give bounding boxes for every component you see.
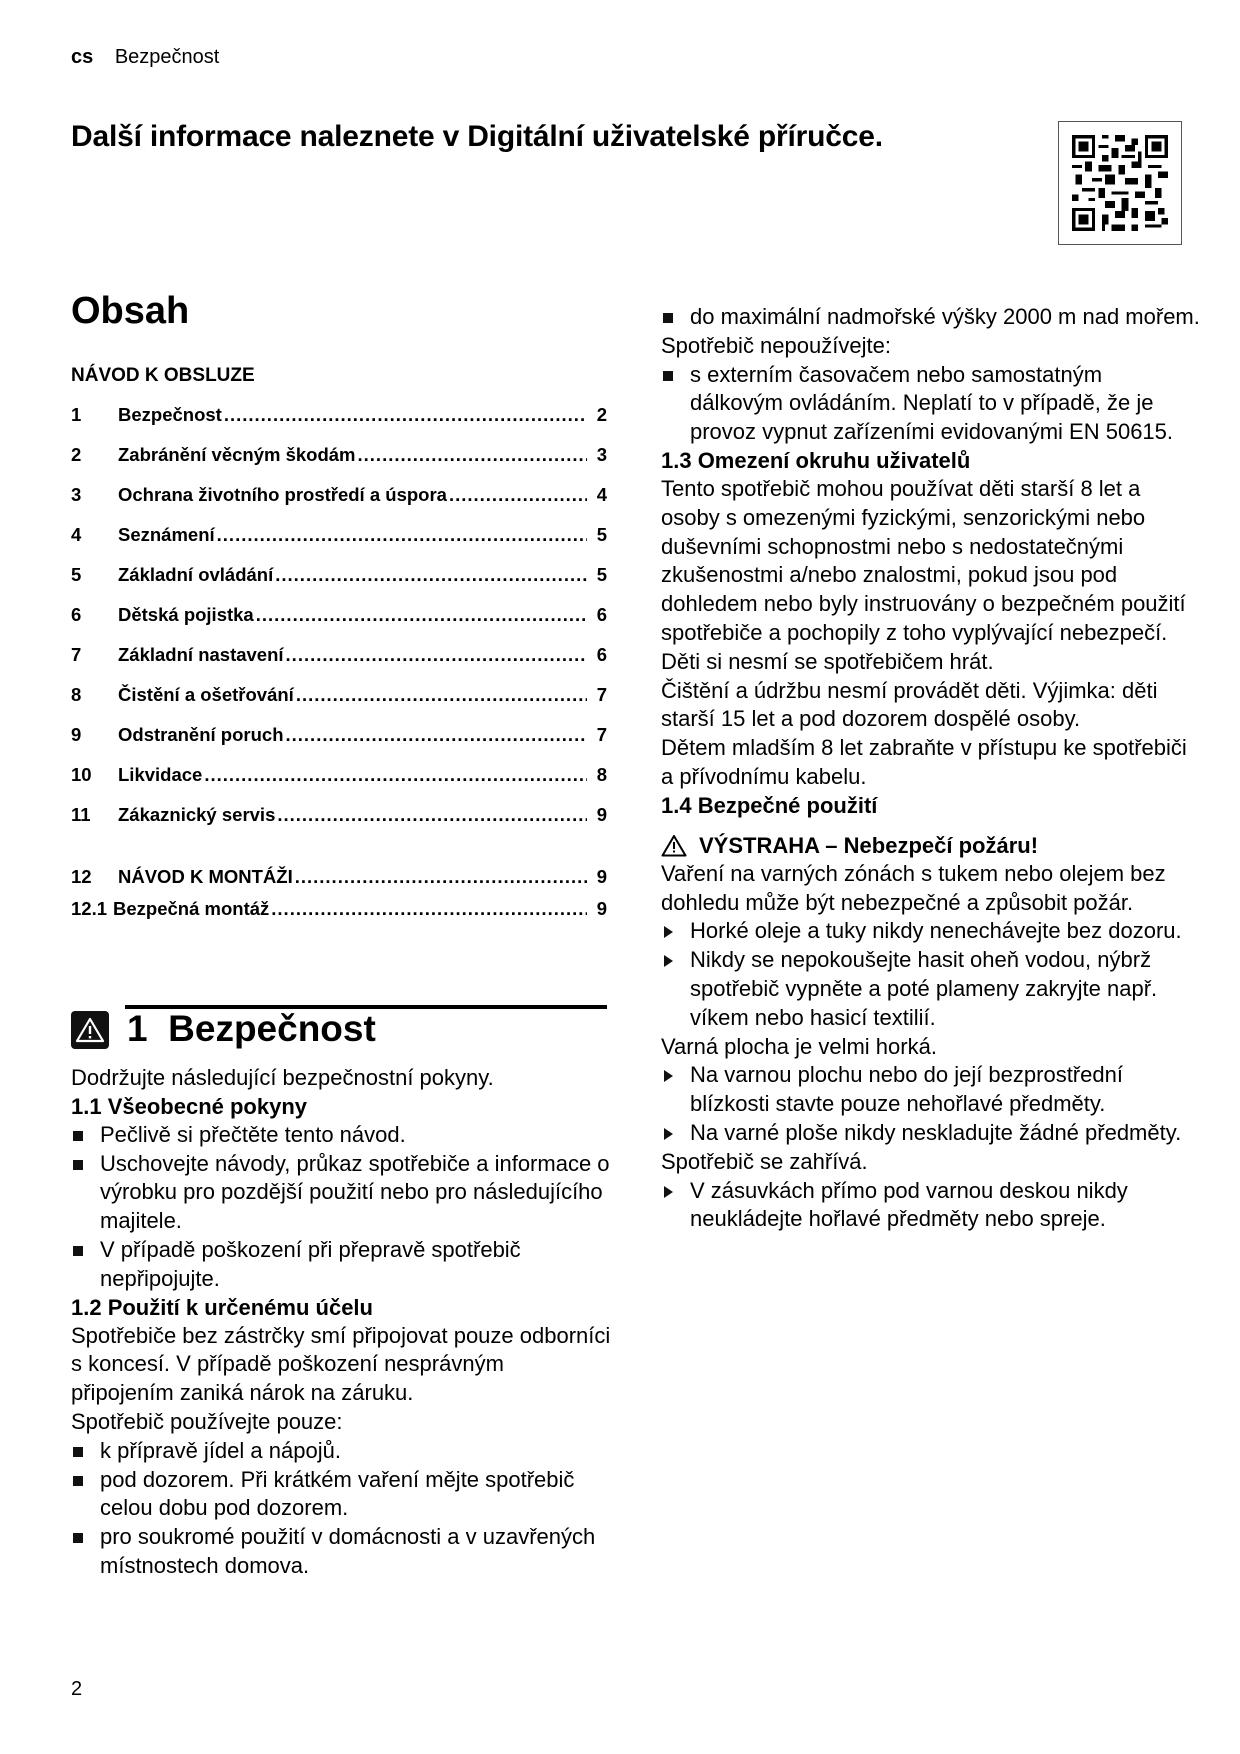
list-item: Na varné ploše nikdy neskladujte žádné předměty. (661, 1119, 1201, 1148)
toc-item-page: 2 (596, 404, 607, 425)
toc-item-label: Ochrana životního prostředí a úspora (118, 484, 447, 505)
list-item: Nikdy se nepokoušejte hasit oheň vodou, nýbrž spotřebič vypněte a poté plameny zakryjte např. víkem nebo hasicí textilií. (661, 946, 1201, 1032)
toc-item-label: Seznámení (118, 524, 215, 545)
list-item: Na varnou plochu nebo do její bezprostřední blízkosti stavte pouze nehořlavé předměty. (661, 1061, 1201, 1119)
subsection-title-1-1: 1.1 Všeobecné pokyny (71, 1093, 307, 1119)
toc-item[interactable]: 11 Zákaznický servis ..... 9 (71, 804, 607, 844)
toc-item[interactable]: 8 Čistění a ošetřování ..... 7 (71, 684, 607, 724)
hot-surface-steps-list (661, 1061, 1201, 1147)
header-section: Bezpečnost (114, 46, 220, 68)
warning-text: Vaření na varných zónách s tukem nebo olejem bez dohledu může být nebezpečné a způsobit požár. (661, 860, 1166, 915)
warning-triangle-icon (661, 834, 687, 857)
paragraph: Tento spotřebič mohou používat děti starší 8 let a osoby s omezenými fyzickými, senzorickými nebo duševními schopnostmi nebo s nedostatečnými zkušenostmi a/nebo znalostmi, pokud jsou pod dohledem nebo byly instruovány o bezpečném použití spotřebiče a pochopily z toho vyplývající nebezpečí. (661, 475, 1186, 645)
toc-item-label: Odstranění poruch (118, 724, 284, 745)
paragraph: Spotřebič používejte pouze: (71, 1408, 343, 1434)
toc-item-page: 4 (596, 484, 607, 505)
toc-item[interactable]: 3 Ochrana životního prostředí a úspora ..... 4 (71, 484, 607, 524)
toc-item-label: Bezpečnost (118, 404, 222, 425)
list-item: Pečlivě si přečtěte tento návod. (71, 1121, 611, 1150)
do-not-use-list (661, 361, 1201, 447)
toc-item[interactable]: 9 Odstranění poruch ..... 7 (71, 724, 607, 764)
fire-steps-list (661, 917, 1201, 1032)
use-only-list (71, 1437, 611, 1581)
toc-item-label: Likvidace (118, 764, 203, 785)
list-item: pro soukromé použití v domácnosti a v uzavřených místnostech domova. (71, 1523, 611, 1581)
paragraph: Čištění a údržbu nesmí provádět děti. Výjimka: děti starší 15 let a pod dozorem dospělé osoby. (661, 677, 1158, 732)
toc-item-page: 5 (596, 524, 607, 545)
warning-icon (71, 1011, 109, 1049)
paragraph: Spotřebič se zahřívá. (661, 1148, 868, 1174)
running-header (71, 46, 219, 69)
list-item: Horké oleje a tuky nikdy nenechávejte bez dozoru. (661, 917, 1201, 946)
paragraph: Děti si nesmí se spotřebičem hrát. (661, 648, 994, 674)
table-of-contents (71, 404, 607, 930)
list-item: do maximální nadmořské výšky 2000 m nad mořem. (661, 303, 1201, 332)
general-instructions-list (71, 1121, 611, 1294)
toc-item-page: 9 (596, 898, 607, 919)
right-column (661, 303, 1201, 1234)
paragraph: Varná plocha je velmi horká. (661, 1033, 937, 1059)
toc-item[interactable]: 7 Základní nastavení ..... 6 (71, 644, 607, 684)
qr-code[interactable] (1058, 121, 1182, 245)
digital-manual-note: Další informace naleznete v Digitální uživatelské příručce. (71, 120, 883, 153)
toc-item[interactable]: 10 Likvidace ..... 8 (71, 764, 607, 804)
toc-item[interactable]: 4 Seznámení ..... 5 (71, 524, 607, 564)
subsection-title-1-3: 1.3 Omezení okruhu uživatelů (661, 447, 971, 473)
paragraph: Dětem mladším 8 let zabraňte v přístupu ke spotřebiči a přívodnímu kabelu. (661, 735, 1187, 789)
heating-steps-list (661, 1177, 1201, 1235)
toc-item-page: 5 (596, 564, 607, 585)
list-item: pod dozorem. Při krátkém vaření mějte spotřebič celou dobu pod dozorem. (71, 1466, 611, 1524)
toc-item[interactable]: 5 Základní ovládání ..... 5 (71, 564, 607, 604)
toc-item-label: Základní nastavení (118, 644, 284, 665)
list-item: s externím časovačem nebo samostatným dálkovým ovládáním. Neplatí to v případě, že je provoz vypnut zařízeními evidovanými EN 50615. (661, 361, 1201, 447)
paragraph: Spotřebiče bez zástrčky smí připojovat pouze odborníci s koncesí. V případě poškození nesprávným připojením zaniká nárok na záruku. (71, 1322, 611, 1406)
warning-heading: VÝSTRAHA – Nebezpečí požáru! (661, 832, 1201, 860)
toc-item-label: Čistění a ošetřování (118, 684, 294, 705)
toc-subtitle: NÁVOD K OBSLUZE (71, 365, 255, 386)
toc-item-page: 7 (596, 684, 607, 705)
list-item: V zásuvkách přímo pod varnou deskou nikdy neukládejte hořlavé předměty nebo spreje. (661, 1177, 1201, 1235)
toc-item[interactable]: 6 Dětská pojistka ..... 6 (71, 604, 607, 644)
page-number: 2 (71, 1678, 83, 1700)
language-code: cs (71, 46, 94, 68)
toc-item-page: 9 (596, 866, 607, 887)
section-title: 1 Bezpečnost (127, 1008, 376, 1049)
toc-item-label: Bezpečná montáž (113, 898, 270, 919)
toc-item-page: 9 (596, 804, 607, 825)
toc-item[interactable]: 12.1 Bezpečná montáž ..... 9 (71, 898, 607, 930)
toc-item-label: NÁVOD K MONTÁŽI (118, 866, 293, 887)
subsection-title-1-2: 1.2 Použití k určenému účelu (71, 1294, 373, 1320)
toc-item-label: Dětská pojistka (118, 604, 254, 625)
toc-title: Obsah (71, 290, 190, 332)
use-only-list-continued (661, 303, 1201, 332)
list-item: Uschovejte návody, průkaz spotřebiče a informace o výrobku pro pozdější použití nebo pro následujícího majitele. (71, 1150, 611, 1236)
toc-item[interactable]: 1 Bezpečnost ..... 2 (71, 404, 607, 444)
toc-item-page: 7 (596, 724, 607, 745)
toc-item[interactable]: 12 NÁVOD K MONTÁŽI ..... 9 (71, 866, 607, 898)
left-column (71, 1064, 611, 1581)
toc-item-page: 6 (596, 604, 607, 625)
toc-item-page: 6 (596, 644, 607, 665)
paragraph: Spotřebič nepoužívejte: (661, 332, 891, 358)
section-intro: Dodržujte následující bezpečnostní pokyny. (71, 1065, 494, 1090)
toc-item-label: Zákaznický servis (118, 804, 276, 825)
subsection-title-1-4: 1.4 Bezpečné použití (661, 792, 878, 818)
toc-item-page: 3 (596, 444, 607, 465)
qr-code-icon (1072, 135, 1168, 231)
toc-item-page: 8 (596, 764, 607, 785)
list-item: k přípravě jídel a nápojů. (71, 1437, 611, 1466)
list-item: V případě poškození při přepravě spotřebič nepřipojujte. (71, 1236, 611, 1294)
toc-item-label: Zabránění věcným škodám (118, 444, 356, 465)
toc-item[interactable]: 2 Zabránění věcným škodám ..... 3 (71, 444, 607, 484)
toc-item-label: Základní ovládání (118, 564, 274, 585)
